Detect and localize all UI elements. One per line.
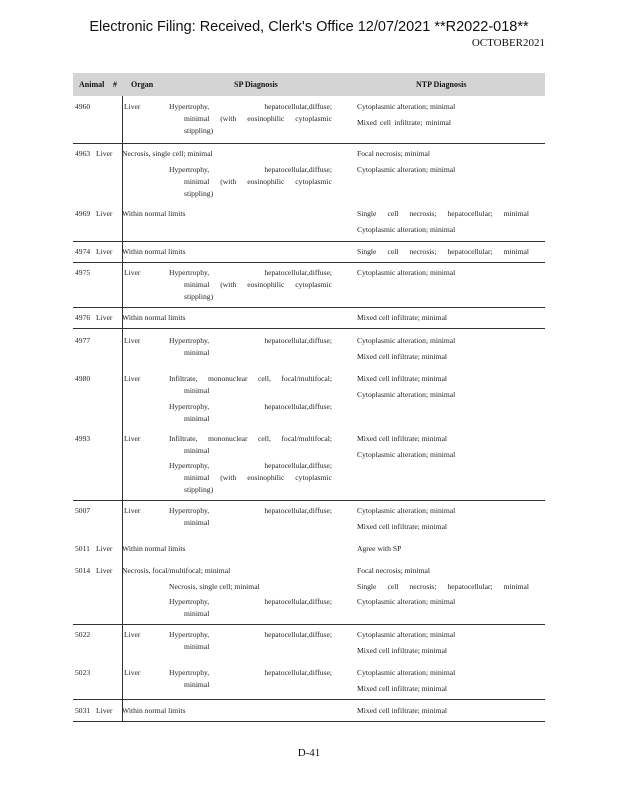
animal-id: 4960 <box>75 102 91 111</box>
ntp-diagnosis: Mixed cell infiltrate; minimal <box>357 706 448 715</box>
sp-diagnosis: Within normal limits <box>122 209 186 218</box>
row-separator <box>73 241 545 242</box>
animal-id: 4963 <box>75 149 91 158</box>
sp-diagnosis: minimal (with eosinophilic cytoplasmic <box>184 114 332 123</box>
row-separator <box>73 624 545 625</box>
ntp-diagnosis: Mixed cell infiltrate; minimal <box>357 434 448 443</box>
animal-id: 5011 <box>75 544 90 553</box>
sp-diagnosis: Hypertrophy, hepatocellular,diffuse; <box>169 165 332 174</box>
sp-diagnosis: stippling) <box>184 126 214 135</box>
sp-diagnosis: minimal (with eosinophilic cytoplasmic <box>184 177 332 186</box>
sp-diagnosis: Necrosis, single cell; minimal <box>169 582 260 591</box>
page-number: D-41 <box>297 747 321 759</box>
col-header-sp: SP Diagnosis <box>234 80 278 89</box>
animal-id: 4975 <box>75 268 91 277</box>
sp-diagnosis: minimal (with eosinophilic cytoplasmic <box>184 473 332 482</box>
ntp-diagnosis: Focal necrosis; minimal <box>357 149 430 158</box>
sp-diagnosis: stippling) <box>184 292 214 301</box>
sp-diagnosis: minimal <box>184 348 210 357</box>
date-stamp <box>472 37 545 49</box>
animal-id: 4974 <box>75 247 91 256</box>
animal-id: 5007 <box>75 506 91 515</box>
sp-diagnosis: stippling) <box>184 189 214 198</box>
animal-id: 4969 <box>75 209 91 218</box>
sp-diagnosis: minimal <box>184 680 210 689</box>
ntp-diagnosis: Cytoplasmic alteration; minimal <box>357 336 456 345</box>
sp-diagnosis: Hypertrophy, hepatocellular,diffuse; <box>169 668 332 677</box>
sp-diagnosis: Hypertrophy, hepatocellular,diffuse; <box>169 597 332 606</box>
ntp-diagnosis: Mixed cell infiltrate; minimal <box>357 374 448 383</box>
sp-diagnosis: minimal <box>184 414 210 423</box>
col-header-organ: Organ <box>131 80 154 89</box>
sp-diagnosis: Necrosis, single cell; minimal <box>122 149 213 158</box>
organ: Liver <box>124 434 141 443</box>
ntp-diagnosis: Single cell necrosis; hepatocellular; minimal <box>357 209 529 218</box>
ntp-diagnosis: Cytoplasmic alteration; minimal <box>357 597 456 606</box>
organ: Liver <box>96 209 113 218</box>
sp-diagnosis: Hypertrophy, hepatocellular,diffuse; <box>169 336 332 345</box>
date-stamp-year: 2021 <box>523 37 545 49</box>
organ: Liver <box>96 566 113 575</box>
sp-diagnosis: minimal <box>184 518 210 527</box>
sp-diagnosis: minimal <box>184 386 210 395</box>
animal-id: 5023 <box>75 668 91 677</box>
organ: Liver <box>124 506 141 515</box>
sp-diagnosis: minimal <box>184 446 210 455</box>
column-divider <box>122 96 123 721</box>
row-separator <box>73 699 545 700</box>
ntp-diagnosis: Cytoplasmic alteration; minimal <box>357 506 456 515</box>
sp-diagnosis: Hypertrophy, hepatocellular,diffuse; <box>169 630 332 639</box>
animal-id: 5014 <box>75 566 91 575</box>
ntp-diagnosis: Cytoplasmic alteration; minimal <box>357 668 456 677</box>
sp-diagnosis: Hypertrophy, hepatocellular,diffuse; <box>169 402 332 411</box>
ntp-diagnosis: Mixed cell infiltrate; minimal <box>357 522 448 531</box>
row-separator <box>73 307 545 308</box>
ntp-diagnosis: Agree with SP <box>357 544 402 553</box>
table-bottom-rule <box>73 721 545 722</box>
ntp-diagnosis: Cytoplasmic alteration; minimal <box>357 102 456 111</box>
organ: Liver <box>124 668 141 677</box>
animal-id: 4976 <box>75 313 91 322</box>
sp-diagnosis: Infiltrate, mononuclear cell, focal/multifocal; <box>169 434 332 443</box>
filing-stamp-line: Electronic Filing: Received, Clerk's Office 12/07/2021 **R2022-018** <box>89 19 529 35</box>
row-separator <box>73 328 545 329</box>
animal-id: 5031 <box>75 706 91 715</box>
ntp-diagnosis: Cytoplasmic alteration; minimal <box>357 225 456 234</box>
sp-diagnosis: Hypertrophy, hepatocellular,diffuse; <box>169 506 332 515</box>
ntp-diagnosis: Cytoplasmic alteration; minimal <box>357 268 456 277</box>
ntp-diagnosis: Cytoplasmic alteration; minimal <box>357 390 456 399</box>
sp-diagnosis: Within normal limits <box>122 247 186 256</box>
sp-diagnosis: Infiltrate, mononuclear cell, focal/multifocal; <box>169 374 332 383</box>
row-separator <box>73 500 545 501</box>
ntp-diagnosis: Single cell necrosis; hepatocellular; minimal <box>357 247 529 256</box>
animal-id: 4980 <box>75 374 91 383</box>
sp-diagnosis: minimal <box>184 642 210 651</box>
sp-diagnosis: minimal <box>184 609 210 618</box>
organ: Liver <box>96 149 113 158</box>
sp-diagnosis: Within normal limits <box>122 544 186 553</box>
animal-id: 4993 <box>75 434 91 443</box>
organ: Liver <box>96 706 113 715</box>
sp-diagnosis: Within normal limits <box>122 313 186 322</box>
organ: Liver <box>124 268 141 277</box>
sp-diagnosis: minimal (with eosinophilic cytoplasmic <box>184 280 332 289</box>
col-header-animal: Animal <box>79 80 105 89</box>
sp-diagnosis: Hypertrophy, hepatocellular,diffuse; <box>169 102 332 111</box>
ntp-diagnosis: Cytoplasmic alteration; minimal <box>357 630 456 639</box>
ntp-diagnosis: Mixed cell infiltrate; minimal <box>357 646 448 655</box>
row-separator <box>73 262 545 263</box>
col-header-ntp: NTP Diagnosis <box>416 80 467 89</box>
table-header <box>73 73 545 96</box>
organ: Liver <box>124 102 141 111</box>
sp-diagnosis: Within normal limits <box>122 706 186 715</box>
sp-diagnosis: Hypertrophy, hepatocellular,diffuse; <box>169 461 332 470</box>
ntp-diagnosis: Mixed cell infiltrate; minimal <box>357 118 451 127</box>
ntp-diagnosis: Mixed cell infiltrate; minimal <box>357 352 448 361</box>
sp-diagnosis: stippling) <box>184 485 214 494</box>
organ: Liver <box>96 544 113 553</box>
organ: Liver <box>96 313 113 322</box>
organ: Liver <box>96 247 113 256</box>
sp-diagnosis: Necrosis, focal/multifocal; minimal <box>122 566 231 575</box>
animal-id: 4977 <box>75 336 91 345</box>
organ: Liver <box>124 374 141 383</box>
ntp-diagnosis: Single cell necrosis; hepatocellular; minimal <box>357 582 529 591</box>
ntp-diagnosis: Cytoplasmic alteration; minimal <box>357 450 456 459</box>
sp-diagnosis: Hypertrophy, hepatocellular,diffuse; <box>169 268 332 277</box>
ntp-diagnosis: Cytoplasmic alteration; minimal <box>357 165 456 174</box>
ntp-diagnosis: Mixed cell infiltrate; minimal <box>357 313 448 322</box>
organ: Liver <box>124 336 141 345</box>
organ: Liver <box>124 630 141 639</box>
date-stamp-month: OCTOBER <box>471 37 523 49</box>
animal-id: 5022 <box>75 630 91 639</box>
row-separator <box>73 143 545 144</box>
col-header-num: # <box>113 80 117 89</box>
ntp-diagnosis: Mixed cell infiltrate; minimal <box>357 684 448 693</box>
ntp-diagnosis: Focal necrosis; minimal <box>357 566 430 575</box>
